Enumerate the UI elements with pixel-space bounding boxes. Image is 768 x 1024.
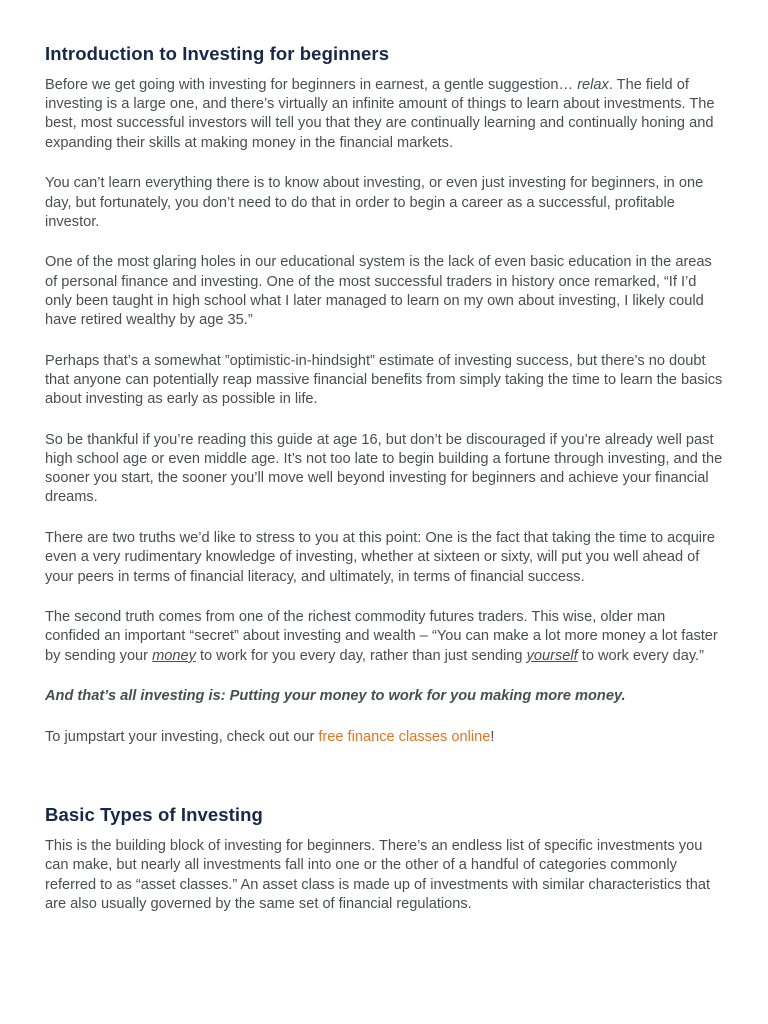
intro-paragraph-6: There are two truths we’d like to stress to you at this point: One is the fact that taking the time to acquire even a very rudimentary knowledge of investing, whether at sixteen or sixty, will put you well ahead of your peers in terms of financial literacy, and ultimately, in terms of financial success.: [45, 530, 716, 585]
intro-paragraph-1-text: Before we get going with investing for beginners in earnest, a gentle suggestion…: [45, 77, 578, 93]
basic-types-paragraph-1: This is the building block of investing for beginners. There’s an endless list of specific investments you can make, but nearly all investments fall into one or the other of a handful of categories commonly referred to as “asset classes.” An asset class is made up of investments with similar characteristics that are also usually governed by the same set of financial regulations.: [45, 838, 711, 912]
jumpstart-paragraph: [45, 728, 724, 747]
key-takeaway-quote: And that’s all investing is: Putting your money to work for you making more money.: [45, 688, 626, 705]
jumpstart-text-end: !: [490, 729, 495, 746]
intro-paragraph-7-text-end: to work every day.”: [577, 647, 704, 664]
jumpstart-text: To jumpstart your investing, check out our: [45, 729, 319, 746]
intro-paragraph-2: You can’t learn everything there is to know about investing, or even just investing for beginners, in one day, but fortunately, you don’t need to do that in order to begin a career as a successful, profitable investor.: [45, 175, 704, 230]
yourself-emphasis: yourself: [526, 647, 578, 664]
intro-paragraph-3: One of the most glaring holes in our educational system is the lack of even basic education in the areas of personal finance and investing. One of the most successful traders in history once remarked, “If I’d only been taught in high school what I later managed to learn on my own about investing, I likely could have retired wealthy by age 35.”: [45, 254, 712, 329]
basic-types-heading: Basic Types of Investing: [45, 804, 263, 826]
intro-paragraph-7-text-middle: to work for you every day, rather than just sending: [195, 647, 527, 664]
free-finance-classes-link[interactable]: free finance classes online: [318, 729, 491, 746]
intro-heading: Introduction to Investing for beginners: [45, 43, 390, 64]
intro-paragraph-1: [45, 76, 724, 153]
relax-emphasis: relax: [577, 77, 609, 93]
intro-paragraph-7-text: The second truth comes from one of the richest commodity futures traders. This wise, older man confided an important “secret” about investing and wealth – “You can make a lot more money a lot faster by sending your: [45, 609, 718, 664]
intro-paragraph-5: So be thankful if you’re reading this guide at age 16, but don’t be discouraged if you’re already well past high school age or even middle age. It’s not too late to begin building a fortune through investing, and the sooner you start, the sooner you’ll move well beyond investing for beginners and achieve your financial dreams.: [45, 431, 723, 506]
money-emphasis: money: [152, 647, 196, 664]
intro-paragraph-4: Perhaps that’s a somewhat ”optimistic-in-hindsight” estimate of investing success, but there’s no doubt that anyone can potentially reap massive financial benefits from simply taking the time to learn the basics about investing as early as possible in life.: [45, 352, 723, 408]
intro-paragraph-7: [45, 608, 724, 666]
intro-paragraph-1-text-end: . The field of investing is a large one, and there’s virtually an infinite amount of things to learn about investments. The best, most successful investors will tell you that they are continually learning and continually honing and expanding their skills at making money in the financial markets.: [45, 77, 715, 151]
